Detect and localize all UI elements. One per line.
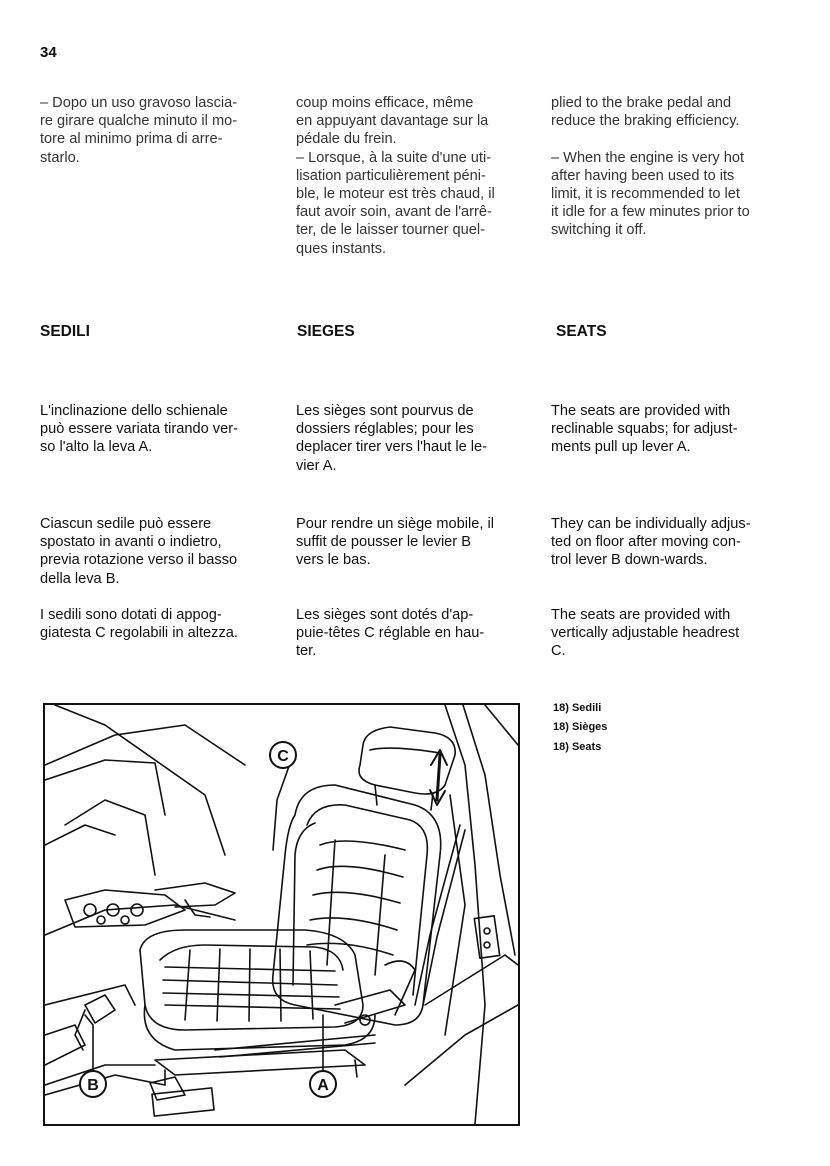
heading-en: SEATS [556, 323, 607, 340]
callout-line-b [85, 1015, 93, 1075]
console-drawing [65, 883, 235, 927]
seat-slide-text-fr: Pour rendre un siège mobile, il suffit de pousser le levier B vers le bas. [296, 516, 494, 569]
headrest-text-fr: Les sièges sont dotés d'ap- puie-têtes C réglable en hau- ter. [296, 607, 485, 660]
intro-text-en: plied to the brake pedal and reduce the braking efficiency. – When the engine is very hot after having been used to its limit, it is recommended to let it idle for a few minutes prior to switching it off. [551, 95, 750, 239]
callout-label-b: B [87, 1077, 99, 1094]
seat-slide-text-it: Ciascun sedile può essere spostato in avanti o indietro, previa rotazione verso il basso della leva B. [40, 516, 238, 587]
seat-illustration [43, 703, 520, 1126]
intro-text-it: – Dopo un uso gravoso lascia- re girare qualche minuto il mo- tore al minimo prima di arre- starlo. [40, 95, 238, 166]
seat-recline-text-en: The seats are provided with reclinable squabs; for adjust- ments pull up lever A. [551, 403, 738, 456]
intro-text-fr: coup moins efficace, même en appuyant davantage sur la pédale du frein. – Lorsque, à la suite d'une uti- lisation particulièrement péni- ble, le moteur est très chaud, il faut avoir soin, avant de l'arrê- ter, de le laisser tourner quel- ques instants. [296, 95, 495, 257]
page-number: 34 [40, 44, 57, 61]
door-pillar-drawing [405, 705, 518, 1124]
seat-recline-text-it: L'inclinazione dello schienale può essere variata tirando ver- so l'alto la leva A. [40, 403, 238, 456]
headrest-text-it: I sedili sono dotati di appog- giatesta C regolabili in altezza. [40, 607, 238, 642]
seat-back-drawing [273, 785, 441, 1025]
headrest-adjust-arrow-drawing [430, 750, 447, 805]
heading-fr: SIEGES [297, 323, 355, 340]
caption-en: 18) Seats [553, 740, 602, 753]
headrest-text-en: The seats are provided with vertically adjustable headrest C. [551, 607, 740, 660]
callout-label-a: A [317, 1077, 329, 1094]
seat-recline-text-fr: Les sièges sont pourvus de dossiers réglables; pour les deplacer tirer vers l'haut le le- vier A. [296, 403, 487, 474]
heading-it: SEDILI [40, 323, 90, 340]
callout-label-c: C [277, 748, 289, 765]
caption-it: 18) Sedili [553, 702, 602, 714]
seat-slide-text-en: They can be individually adjus- ted on floor after moving con- trol lever B down-wards. [551, 516, 751, 569]
seat-cushion-drawing [140, 930, 375, 1057]
callout-line-c [273, 755, 293, 850]
caption-fr: 18) Sièges [553, 721, 608, 734]
figure-captions [553, 699, 607, 757]
